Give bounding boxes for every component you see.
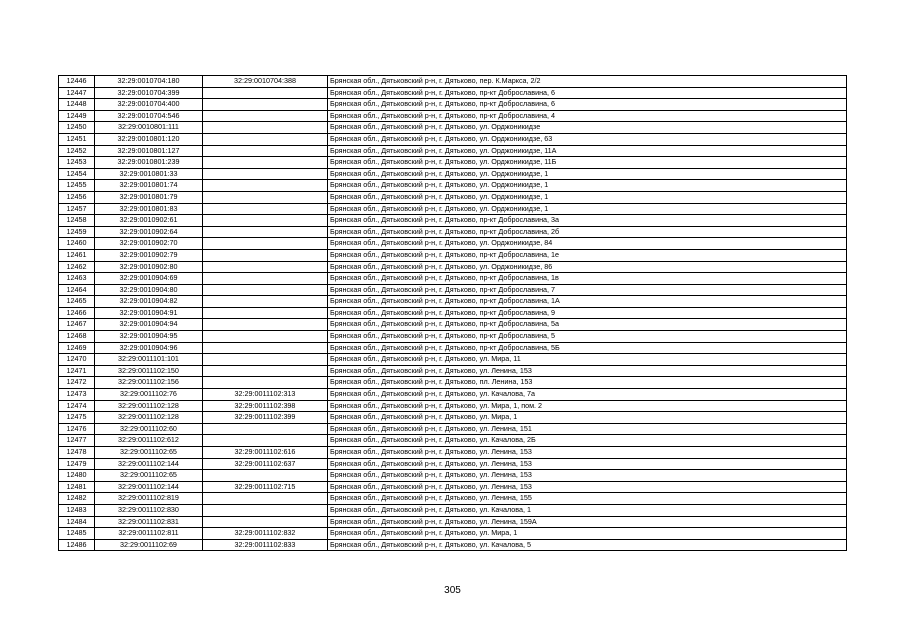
address-cell: Брянская обл., Дятьковский р-н, г. Дятьково, ул. Ленина, 153 — [328, 470, 847, 482]
cadastral-number-cell: 32:29:0011102:65 — [95, 470, 203, 482]
table-row — [59, 191, 847, 203]
address-cell: Брянская обл., Дятьковский р-н, г. Дятьково, пер. К.Маркса, 2/2 — [328, 76, 847, 88]
related-cadastral-number-cell — [203, 87, 328, 99]
row-number-cell: 12479 — [59, 458, 95, 470]
address-cell: Брянская обл., Дятьковский р-н, г. Дятьково, пр-кт Доброславина, 5 — [328, 331, 847, 343]
address-cell: Брянская обл., Дятьковский р-н, г. Дятьково, ул. Орджоникидзе, 11Б — [328, 157, 847, 169]
table-row — [59, 249, 847, 261]
table-row — [59, 400, 847, 412]
table-row — [59, 331, 847, 343]
cadastral-number-cell: 32:29:0010704:180 — [95, 76, 203, 88]
row-number-cell: 12464 — [59, 284, 95, 296]
table-row — [59, 319, 847, 331]
related-cadastral-number-cell — [203, 435, 328, 447]
address-cell: Брянская обл., Дятьковский р-н, г. Дятьково, ул. Ленина, 151 — [328, 423, 847, 435]
address-cell: Брянская обл., Дятьковский р-н, г. Дятьково, ул. Качалова, 7а — [328, 389, 847, 401]
table-row — [59, 238, 847, 250]
table-row — [59, 99, 847, 111]
row-number-cell: 12468 — [59, 331, 95, 343]
address-cell: Брянская обл., Дятьковский р-н, г. Дятьково, пр-кт Доброславина, 1е — [328, 249, 847, 261]
row-number-cell: 12486 — [59, 539, 95, 551]
table-row — [59, 133, 847, 145]
address-cell: Брянская обл., Дятьковский р-н, г. Дятьково, пр-кт Доброславина, 5Б — [328, 342, 847, 354]
table-row — [59, 273, 847, 285]
row-number-cell: 12462 — [59, 261, 95, 273]
row-number-cell: 12460 — [59, 238, 95, 250]
related-cadastral-number-cell: 32:29:0011102:833 — [203, 539, 328, 551]
table-row — [59, 516, 847, 528]
related-cadastral-number-cell — [203, 273, 328, 285]
related-cadastral-number-cell — [203, 168, 328, 180]
row-number-cell: 12480 — [59, 470, 95, 482]
address-cell: Брянская обл., Дятьковский р-н, г. Дятьково, ул. Мира, 1 — [328, 528, 847, 540]
table-row — [59, 412, 847, 424]
table-row — [59, 354, 847, 366]
related-cadastral-number-cell — [203, 284, 328, 296]
address-cell: Брянская обл., Дятьковский р-н, г. Дятьково, ул. Орджоникидзе, 1 — [328, 191, 847, 203]
cadastral-number-cell: 32:29:0011102:69 — [95, 539, 203, 551]
address-cell: Брянская обл., Дятьковский р-н, г. Дятьково, ул. Качалова, 2Б — [328, 435, 847, 447]
related-cadastral-number-cell: 32:29:0011102:637 — [203, 458, 328, 470]
related-cadastral-number-cell: 32:29:0011102:313 — [203, 389, 328, 401]
address-cell: Брянская обл., Дятьковский р-н, г. Дятьково, ул. Качалова, 1 — [328, 504, 847, 516]
table-row — [59, 157, 847, 169]
row-number-cell: 12459 — [59, 226, 95, 238]
address-cell: Брянская обл., Дятьковский р-н, г. Дятьково, ул. Ленина, 153 — [328, 458, 847, 470]
cadastral-number-cell: 32:29:0010904:94 — [95, 319, 203, 331]
cadastral-number-cell: 32:29:0010801:79 — [95, 191, 203, 203]
related-cadastral-number-cell — [203, 180, 328, 192]
cadastral-number-cell: 32:29:0011102:811 — [95, 528, 203, 540]
cadastral-number-cell: 32:29:0010801:74 — [95, 180, 203, 192]
row-number-cell: 12463 — [59, 273, 95, 285]
address-cell: Брянская обл., Дятьковский р-н, г. Дятьково, пл. Ленина, 153 — [328, 377, 847, 389]
page-number: 305 — [444, 585, 461, 596]
row-number-cell: 12465 — [59, 296, 95, 308]
related-cadastral-number-cell — [203, 470, 328, 482]
row-number-cell: 12451 — [59, 133, 95, 145]
related-cadastral-number-cell — [203, 493, 328, 505]
related-cadastral-number-cell — [203, 249, 328, 261]
related-cadastral-number-cell — [203, 365, 328, 377]
row-number-cell: 12485 — [59, 528, 95, 540]
row-number-cell: 12457 — [59, 203, 95, 215]
cadastral-number-cell: 32:29:0010801:239 — [95, 157, 203, 169]
address-cell: Брянская обл., Дятьковский р-н, г. Дятьково, пр-кт Доброславина, 6 — [328, 87, 847, 99]
table-row — [59, 261, 847, 273]
table-row — [59, 226, 847, 238]
address-cell: Брянская обл., Дятьковский р-н, г. Дятьково, ул. Орджоникидзе, 11А — [328, 145, 847, 157]
address-cell: Брянская обл., Дятьковский р-н, г. Дятьково, пр-кт Доброславина, 1А — [328, 296, 847, 308]
related-cadastral-number-cell — [203, 319, 328, 331]
related-cadastral-number-cell — [203, 110, 328, 122]
row-number-cell: 12484 — [59, 516, 95, 528]
row-number-cell: 12466 — [59, 307, 95, 319]
row-number-cell: 12477 — [59, 435, 95, 447]
address-cell: Брянская обл., Дятьковский р-н, г. Дятьково, ул. Мира, 1, пом. 2 — [328, 400, 847, 412]
row-number-cell: 12474 — [59, 400, 95, 412]
cadastral-number-cell: 32:29:0011102:60 — [95, 423, 203, 435]
table-row — [59, 539, 847, 551]
related-cadastral-number-cell: 32:29:0011102:398 — [203, 400, 328, 412]
row-number-cell: 12453 — [59, 157, 95, 169]
table-row — [59, 481, 847, 493]
table-row — [59, 284, 847, 296]
row-number-cell: 12446 — [59, 76, 95, 88]
address-cell: Брянская обл., Дятьковский р-н, г. Дятьково, ул. Орджоникидзе, 1 — [328, 168, 847, 180]
cadastral-number-cell: 32:29:0011102:612 — [95, 435, 203, 447]
address-cell: Брянская обл., Дятьковский р-н, г. Дятьково, ул. Орджоникидзе, 1 — [328, 180, 847, 192]
row-number-cell: 12470 — [59, 354, 95, 366]
address-cell: Брянская обл., Дятьковский р-н, г. Дятьково, ул. Орджоникидзе, 63 — [328, 133, 847, 145]
row-number-cell: 12447 — [59, 87, 95, 99]
cadastral-number-cell: 32:29:0011102:65 — [95, 447, 203, 459]
cadastral-number-cell: 32:29:0010801:83 — [95, 203, 203, 215]
address-cell: Брянская обл., Дятьковский р-н, г. Дятьково, пр-кт Доброславина, 3а — [328, 215, 847, 227]
related-cadastral-number-cell — [203, 342, 328, 354]
row-number-cell: 12481 — [59, 481, 95, 493]
cadastral-number-cell: 32:29:0010904:69 — [95, 273, 203, 285]
address-cell: Брянская обл., Дятьковский р-н, г. Дятьково, пр-кт Доброславина, 1в — [328, 273, 847, 285]
cadastral-number-cell: 32:29:0011102:128 — [95, 400, 203, 412]
address-cell: Брянская обл., Дятьковский р-н, г. Дятьково, ул. Орджоникидзе, 86 — [328, 261, 847, 273]
related-cadastral-number-cell: 32:29:0010704:388 — [203, 76, 328, 88]
cadastral-number-cell: 32:29:0010902:64 — [95, 226, 203, 238]
row-number-cell: 12475 — [59, 412, 95, 424]
related-cadastral-number-cell — [203, 307, 328, 319]
table-row — [59, 423, 847, 435]
cadastral-number-cell: 32:29:0010801:127 — [95, 145, 203, 157]
address-cell: Брянская обл., Дятьковский р-н, г. Дятьково, ул. Ленина, 159А — [328, 516, 847, 528]
cadastral-number-cell: 32:29:0010801:33 — [95, 168, 203, 180]
cadastral-number-cell: 32:29:0010904:96 — [95, 342, 203, 354]
row-number-cell: 12458 — [59, 215, 95, 227]
related-cadastral-number-cell — [203, 516, 328, 528]
cadastral-number-cell: 32:29:0010704:400 — [95, 99, 203, 111]
row-number-cell: 12450 — [59, 122, 95, 134]
address-cell: Брянская обл., Дятьковский р-н, г. Дятьково, пр-кт Доброславина, 4 — [328, 110, 847, 122]
cadastral-number-cell: 32:29:0010904:91 — [95, 307, 203, 319]
table-row — [59, 504, 847, 516]
table-body — [59, 76, 847, 551]
table-row — [59, 528, 847, 540]
row-number-cell: 12454 — [59, 168, 95, 180]
cadastral-number-cell: 32:29:0011102:144 — [95, 458, 203, 470]
table-row — [59, 296, 847, 308]
related-cadastral-number-cell — [203, 504, 328, 516]
address-cell: Брянская обл., Дятьковский р-н, г. Дятьково, пр-кт Доброславина, 2б — [328, 226, 847, 238]
table-row — [59, 307, 847, 319]
cadastral-number-cell: 32:29:0010801:111 — [95, 122, 203, 134]
address-cell: Брянская обл., Дятьковский р-н, г. Дятьково, ул. Качалова, 5 — [328, 539, 847, 551]
address-cell: Брянская обл., Дятьковский р-н, г. Дятьково, ул. Ленина, 153 — [328, 447, 847, 459]
related-cadastral-number-cell: 32:29:0011102:715 — [203, 481, 328, 493]
address-cell: Брянская обл., Дятьковский р-н, г. Дятьково, ул. Орджоникидзе, 1 — [328, 203, 847, 215]
table-row — [59, 447, 847, 459]
address-cell: Брянская обл., Дятьковский р-н, г. Дятьково, ул. Мира, 11 — [328, 354, 847, 366]
cadastral-number-cell: 32:29:0011102:76 — [95, 389, 203, 401]
related-cadastral-number-cell — [203, 99, 328, 111]
table-row — [59, 168, 847, 180]
table-row — [59, 458, 847, 470]
address-cell: Брянская обл., Дятьковский р-н, г. Дятьково, ул. Орджоникидзе — [328, 122, 847, 134]
related-cadastral-number-cell — [203, 226, 328, 238]
table-row — [59, 493, 847, 505]
cadastral-number-cell: 32:29:0010902:79 — [95, 249, 203, 261]
cadastral-number-cell: 32:29:0010904:82 — [95, 296, 203, 308]
row-number-cell: 12473 — [59, 389, 95, 401]
related-cadastral-number-cell — [203, 215, 328, 227]
table-row — [59, 435, 847, 447]
row-number-cell: 12448 — [59, 99, 95, 111]
cadastral-number-cell: 32:29:0011102:156 — [95, 377, 203, 389]
row-number-cell: 12482 — [59, 493, 95, 505]
table-row — [59, 122, 847, 134]
related-cadastral-number-cell — [203, 238, 328, 250]
cadastral-number-cell: 32:29:0010704:399 — [95, 87, 203, 99]
row-number-cell: 12472 — [59, 377, 95, 389]
related-cadastral-number-cell: 32:29:0011102:399 — [203, 412, 328, 424]
address-cell: Брянская обл., Дятьковский р-н, г. Дятьково, ул. Орджоникидзе, 84 — [328, 238, 847, 250]
row-number-cell: 12483 — [59, 504, 95, 516]
cadastral-number-cell: 32:29:0011102:819 — [95, 493, 203, 505]
address-cell: Брянская обл., Дятьковский р-н, г. Дятьково, ул. Ленина, 153 — [328, 365, 847, 377]
related-cadastral-number-cell: 32:29:0011102:616 — [203, 447, 328, 459]
cadastral-number-cell: 32:29:0010801:120 — [95, 133, 203, 145]
row-number-cell: 12467 — [59, 319, 95, 331]
row-number-cell: 12476 — [59, 423, 95, 435]
address-cell: Брянская обл., Дятьковский р-н, г. Дятьково, ул. Ленина, 155 — [328, 493, 847, 505]
related-cadastral-number-cell — [203, 261, 328, 273]
cadastral-number-cell: 32:29:0010902:61 — [95, 215, 203, 227]
table-row — [59, 180, 847, 192]
cadastral-number-cell: 32:29:0010902:80 — [95, 261, 203, 273]
cadastral-number-cell: 32:29:0011102:150 — [95, 365, 203, 377]
cadastral-number-cell: 32:29:0011101:101 — [95, 354, 203, 366]
table-row — [59, 365, 847, 377]
related-cadastral-number-cell — [203, 157, 328, 169]
related-cadastral-number-cell: 32:29:0011102:832 — [203, 528, 328, 540]
table-row — [59, 470, 847, 482]
related-cadastral-number-cell — [203, 203, 328, 215]
row-number-cell: 12449 — [59, 110, 95, 122]
row-number-cell: 12456 — [59, 191, 95, 203]
related-cadastral-number-cell — [203, 296, 328, 308]
related-cadastral-number-cell — [203, 122, 328, 134]
cadastral-number-cell: 32:29:0011102:830 — [95, 504, 203, 516]
row-number-cell: 12455 — [59, 180, 95, 192]
table-row — [59, 145, 847, 157]
related-cadastral-number-cell — [203, 145, 328, 157]
table-row — [59, 377, 847, 389]
address-cell: Брянская обл., Дятьковский р-н, г. Дятьково, пр-кт Доброславина, 6 — [328, 99, 847, 111]
row-number-cell: 12478 — [59, 447, 95, 459]
related-cadastral-number-cell — [203, 354, 328, 366]
row-number-cell: 12469 — [59, 342, 95, 354]
table-row — [59, 110, 847, 122]
cadastral-number-cell: 32:29:0010704:546 — [95, 110, 203, 122]
cadastral-number-cell: 32:29:0011102:128 — [95, 412, 203, 424]
table-row — [59, 76, 847, 88]
address-cell: Брянская обл., Дятьковский р-н, г. Дятьково, ул. Ленина, 153 — [328, 481, 847, 493]
row-number-cell: 12471 — [59, 365, 95, 377]
related-cadastral-number-cell — [203, 331, 328, 343]
related-cadastral-number-cell — [203, 191, 328, 203]
address-cell: Брянская обл., Дятьковский р-н, г. Дятьково, пр-кт Доброславина, 5а — [328, 319, 847, 331]
address-cell: Брянская обл., Дятьковский р-н, г. Дятьково, пр-кт Доброславина, 9 — [328, 307, 847, 319]
table-row — [59, 342, 847, 354]
cadastral-number-cell: 32:29:0010902:70 — [95, 238, 203, 250]
table-row — [59, 87, 847, 99]
cadastral-number-cell: 32:29:0010904:80 — [95, 284, 203, 296]
address-cell: Брянская обл., Дятьковский р-н, г. Дятьково, пр-кт Доброславина, 7 — [328, 284, 847, 296]
related-cadastral-number-cell — [203, 423, 328, 435]
address-cell: Брянская обл., Дятьковский р-н, г. Дятьково, ул. Мира, 1 — [328, 412, 847, 424]
cadastral-number-cell: 32:29:0011102:831 — [95, 516, 203, 528]
property-table — [58, 75, 847, 551]
table-row — [59, 389, 847, 401]
related-cadastral-number-cell — [203, 377, 328, 389]
cadastral-number-cell: 32:29:0011102:144 — [95, 481, 203, 493]
related-cadastral-number-cell — [203, 133, 328, 145]
table-row — [59, 203, 847, 215]
row-number-cell: 12452 — [59, 145, 95, 157]
table-row — [59, 215, 847, 227]
row-number-cell: 12461 — [59, 249, 95, 261]
cadastral-number-cell: 32:29:0010904:95 — [95, 331, 203, 343]
